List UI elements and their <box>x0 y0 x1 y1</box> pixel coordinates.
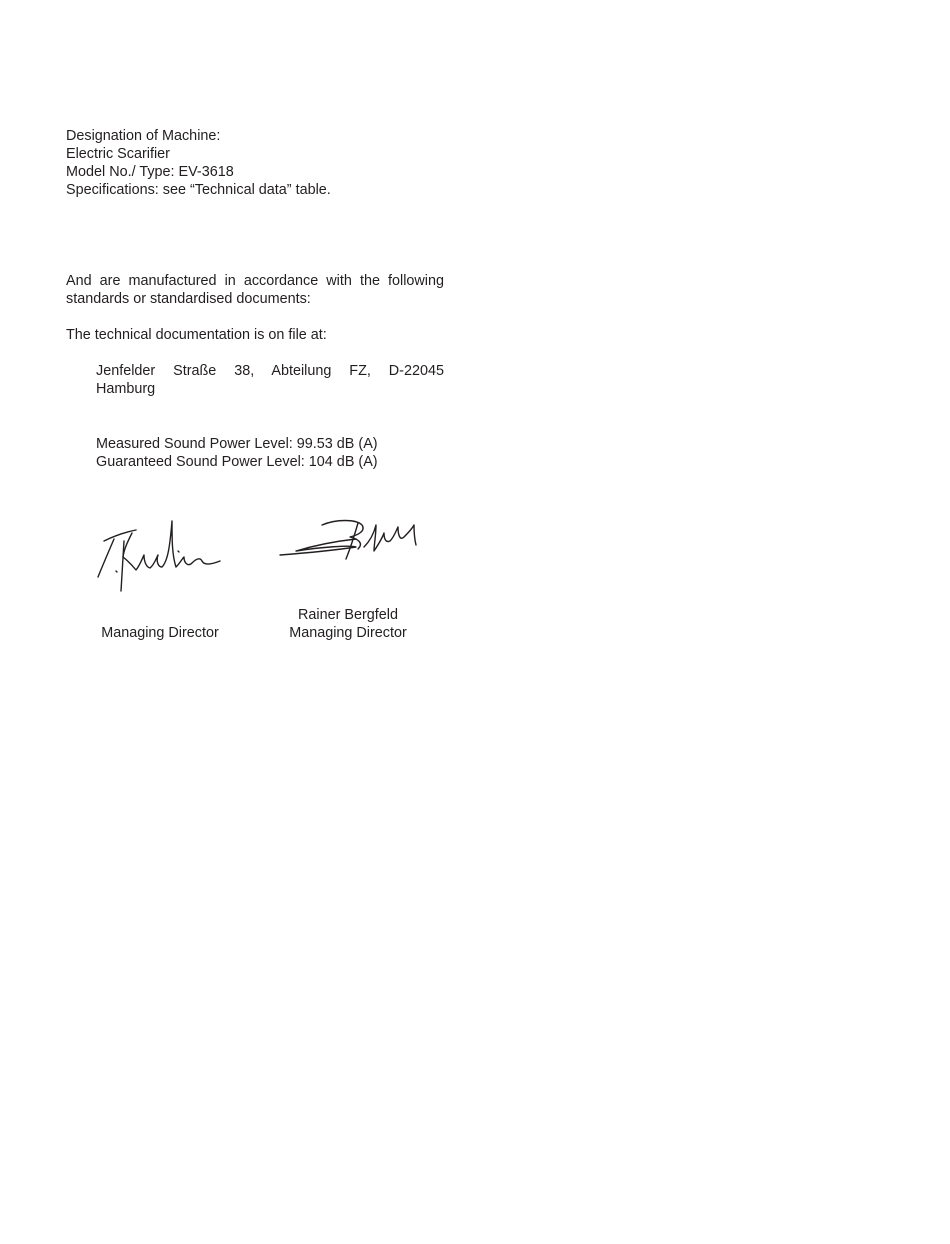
model-number: Model No./ Type: EV-3618 <box>66 164 234 180</box>
standards-statement: And are manufactured in accordance with the following standards or standardised documents: <box>66 273 444 307</box>
signature-2 <box>276 515 424 565</box>
signatory-1-title: Managing Director <box>101 625 219 641</box>
guaranteed-sound-level: Guaranteed Sound Power Level: 104 dB (A) <box>96 454 378 470</box>
machine-name: Electric Scarifier <box>66 146 170 162</box>
address-line-2: Hamburg <box>96 381 156 397</box>
specifications-note: Specifications: see “Technical data” table. <box>66 182 331 198</box>
designation-label: Designation of Machine: <box>66 128 221 144</box>
address-line-1: Jenfelder Straße 38, Abteilung FZ, D-22045 <box>96 363 444 379</box>
measured-sound-level: Measured Sound Power Level: 99.53 dB (A) <box>96 436 378 452</box>
documentation-intro: The technical documentation is on file at: <box>66 327 327 343</box>
signatory-2-title: Managing Director <box>289 625 407 641</box>
signatory-2-name: Rainer Bergfeld <box>298 607 398 623</box>
signature-1 <box>92 515 227 595</box>
